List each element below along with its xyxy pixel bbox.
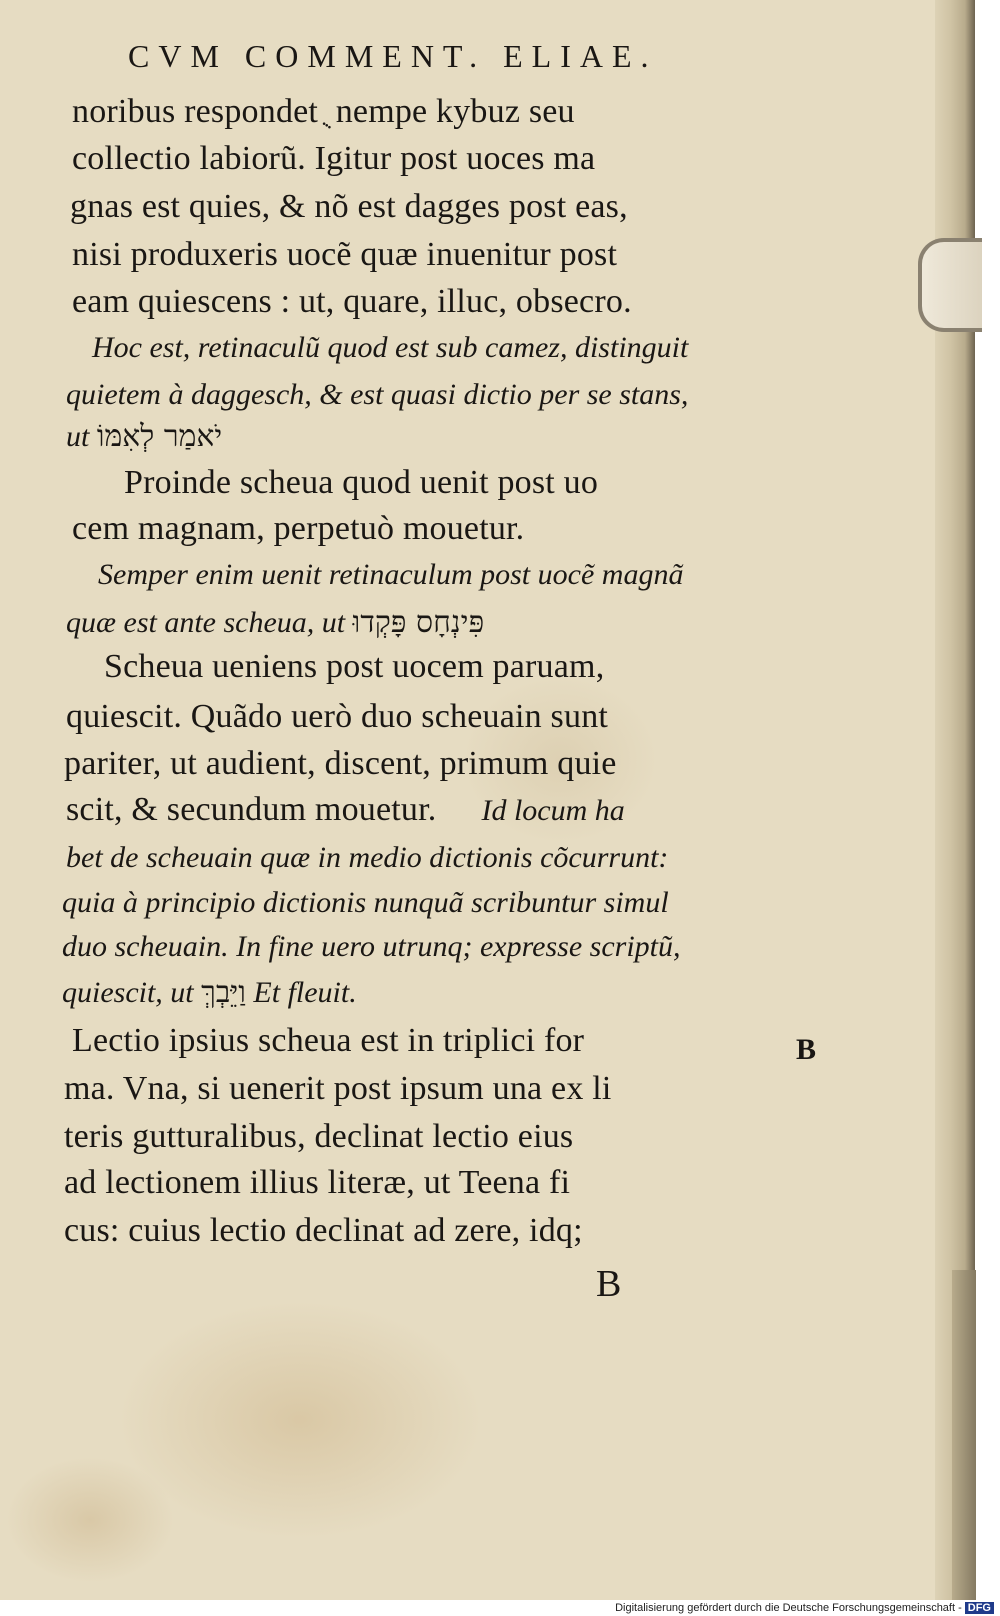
text-line: Semper enim uenit retinaculum post uocẽ magnã	[98, 558, 684, 591]
text-line: pariter, ut audient, discent, primum quie	[64, 745, 617, 782]
text-line: quæ est ante scheua, ut פִּינְחָס פָּקְדוּ	[66, 605, 485, 640]
text-line: quiescit. Quãdo uerò duo scheuain sunt	[66, 698, 609, 735]
text-line: eam quiescens : ut, quare, illuc, obsecro.	[72, 283, 632, 320]
text-line: nisi produxeris uocẽ quæ inuenitur post	[72, 236, 618, 273]
credit-text: Digitalisierung gefördert durch die Deutsche Forschungsgemeinschaft -	[615, 1602, 962, 1614]
text-line: Proinde scheua quod uenit post uo	[124, 464, 599, 501]
text-line: noribus respondet ֻ nempe kybuz seu	[72, 91, 575, 131]
text-line: collectio labiorũ. Igitur post uoces ma	[72, 140, 596, 177]
text-line: ma. Vna, si uenerit post ipsum una ex li	[64, 1070, 612, 1107]
margin-letter: B	[796, 1033, 817, 1066]
text-line: quia à principio dictionis nunquã scribuntur simul	[62, 886, 669, 919]
running-head: CVM COMMENT. ELIAE.	[128, 38, 658, 74]
signature-mark: B	[596, 1263, 622, 1305]
text-line: duo scheuain. In fine uero utrunq; expresse scriptũ,	[62, 930, 681, 963]
text-line: quiescit, ut וַיֵּבְךְּ Et fleuit.	[62, 975, 357, 1010]
text-line: ad lectionem illius literæ, ut Teena fi	[64, 1164, 571, 1201]
text-line: ut יֹאמַר לְאִמּוֹ	[66, 419, 223, 454]
text-line: cem magnam, perpetuò mouetur.	[72, 510, 525, 547]
text-line: teris gutturalibus, declinat lectio eius	[64, 1118, 574, 1155]
page-tab	[952, 1270, 976, 1600]
text-line: quietem à daggesch, & est quasi dictio per se stans,	[66, 378, 689, 411]
dfg-logo: DFG	[965, 1602, 994, 1614]
text-line: Hoc est, retinaculũ quod est sub camez, distinguit	[92, 331, 689, 364]
text-line: Lectio ipsius scheua est in triplici for	[72, 1022, 585, 1059]
book-clasp	[918, 238, 982, 332]
text-line: gnas est quies, & nõ est dagges post eas,	[70, 188, 628, 225]
text-line: scit, & secundum mouetur. Id locum ha	[66, 791, 625, 828]
text-line: bet de scheuain quæ in medio dictionis cõcurrunt:	[66, 841, 669, 874]
digitization-credit	[615, 1602, 994, 1614]
text-line: Scheua ueniens post uocem paruam,	[104, 648, 605, 685]
text-line: cus: cuius lectio declinat ad zere, idq;	[64, 1212, 583, 1249]
